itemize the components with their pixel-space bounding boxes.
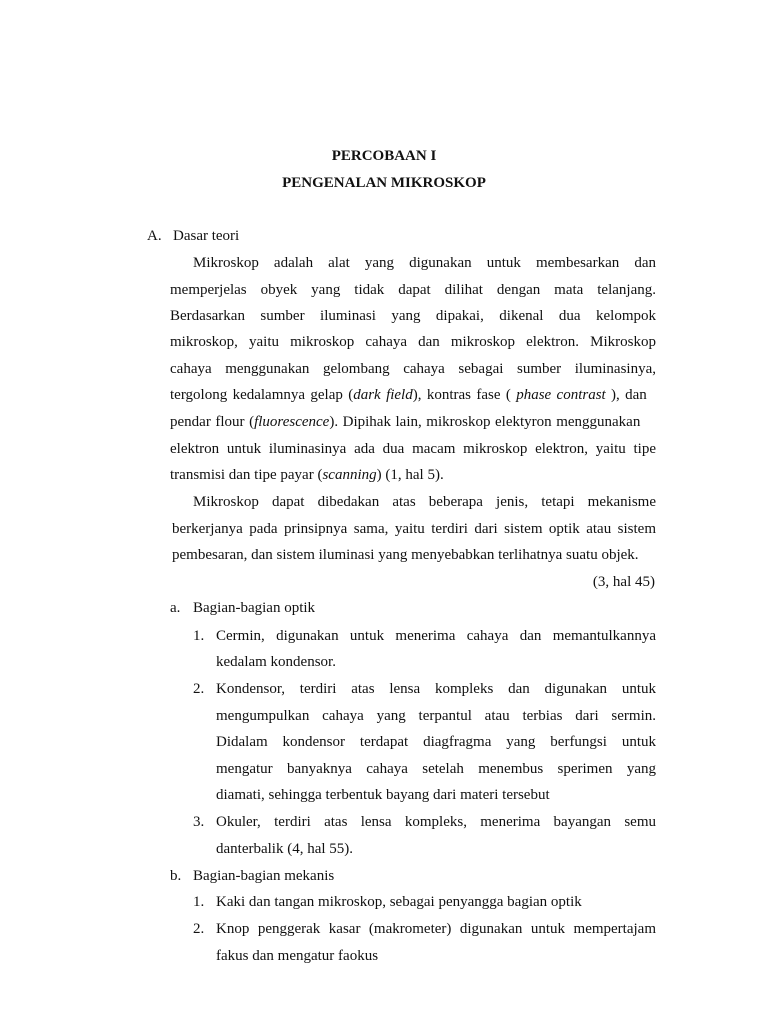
section-a-heading: Dasar teori <box>173 228 240 244</box>
list-item-number: 2. <box>193 681 205 697</box>
paragraph-1-line: memperjelas obyek yang tidak dapat dilihat dengan mata telanjang. <box>170 282 656 298</box>
section-a-marker: A. <box>147 228 162 244</box>
list-item-number: 3. <box>193 814 205 830</box>
paragraph-1-line: Berdasarkan sumber iluminasi yang dipakai, dikenal dua kelompok <box>170 308 656 324</box>
list-item-line: kedalam kondensor. <box>216 654 336 670</box>
paragraph-1-line: pendar flour (fluorescence). Dipihak lain, mikroskop elektyron menggunakan <box>170 414 641 430</box>
subsection-b-heading: Bagian-bagian mekanis <box>193 868 335 884</box>
paragraph-1-line: mikroskop, yaitu mikroskop cahaya dan mikroskop elektron. Mikroskop <box>170 334 656 350</box>
list-item-number: 1. <box>193 894 205 910</box>
list-item-line: mengumpulkan cahaya yang terpantul atau terbias dari sermin. <box>216 708 656 724</box>
paragraph-1-line: elektron untuk iluminasinya ada dua macam mikroskop elektron, yaitu tipe <box>170 441 656 457</box>
paragraph-1-line: tergolong kedalamnya gelap (dark field), kontras fase ( phase contrast ), dan <box>170 387 647 403</box>
paragraph-2-line: pembesaran, dan sistem iluminasi yang menyebabkan terlihatnya suatu objek. <box>172 547 639 563</box>
paragraph-2-line: berkerjanya pada prinsipnya sama, yaitu terdiri dari sistem optik atau sistem <box>172 521 656 537</box>
term-dark-field: dark field <box>353 387 413 403</box>
term-phase-contrast: phase contrast <box>516 387 606 403</box>
list-item-line: diamati, sehingga terbentuk bayang dari materi tersebut <box>216 787 550 803</box>
list-item-line: Kaki dan tangan mikroskop, sebagai penyangga bagian optik <box>216 894 582 910</box>
list-item-line: danterbalik (4, hal 55). <box>216 841 354 857</box>
list-item-line: Didalam kondensor terdapat diagfragma yang berfungsi untuk <box>216 734 656 750</box>
subsection-a-marker: a. <box>170 600 181 616</box>
list-item-line: Cermin, digunakan untuk menerima cahaya dan memantulkannya <box>216 628 656 644</box>
page-subtitle: PENGENALAN MIKROSKOP <box>282 175 486 191</box>
page-title: PERCOBAAN I <box>331 148 437 164</box>
list-item-line: Okuler, terdiri atas lensa kompleks, menerima bayangan semu <box>216 814 656 830</box>
subsection-a-heading: Bagian-bagian optik <box>193 600 316 616</box>
list-item-line: mengatur banyaknya cahaya setelah menembus sperimen yang <box>216 761 656 777</box>
paragraph-2-reference: (3, hal 45) <box>592 574 655 590</box>
list-item-number: 2. <box>193 921 205 937</box>
list-item-line: Knop penggerak kasar (makrometer) digunakan untuk mempertajam <box>216 921 656 937</box>
paragraph-1-line: cahaya menggunakan gelombang cahaya sebagai sumber iluminasinya, <box>170 361 656 377</box>
subsection-b-marker: b. <box>170 868 182 884</box>
paragraph-2-line: Mikroskop dapat dibedakan atas beberapa jenis, tetapi mekanisme <box>193 494 656 510</box>
term-fluorescence: fluorescence <box>254 414 330 430</box>
list-item-number: 1. <box>193 628 205 644</box>
paragraph-1-line: Mikroskop adalah alat yang digunakan untuk membesarkan dan <box>193 255 656 271</box>
term-scanning: scanning <box>322 467 377 483</box>
list-item-line: Kondensor, terdiri atas lensa kompleks dan digunakan untuk <box>216 681 656 697</box>
paragraph-1-line: transmisi dan tipe payar (scanning) (1, hal 5). <box>170 467 444 483</box>
list-item-line: fakus dan mengatur faokus <box>216 948 379 964</box>
